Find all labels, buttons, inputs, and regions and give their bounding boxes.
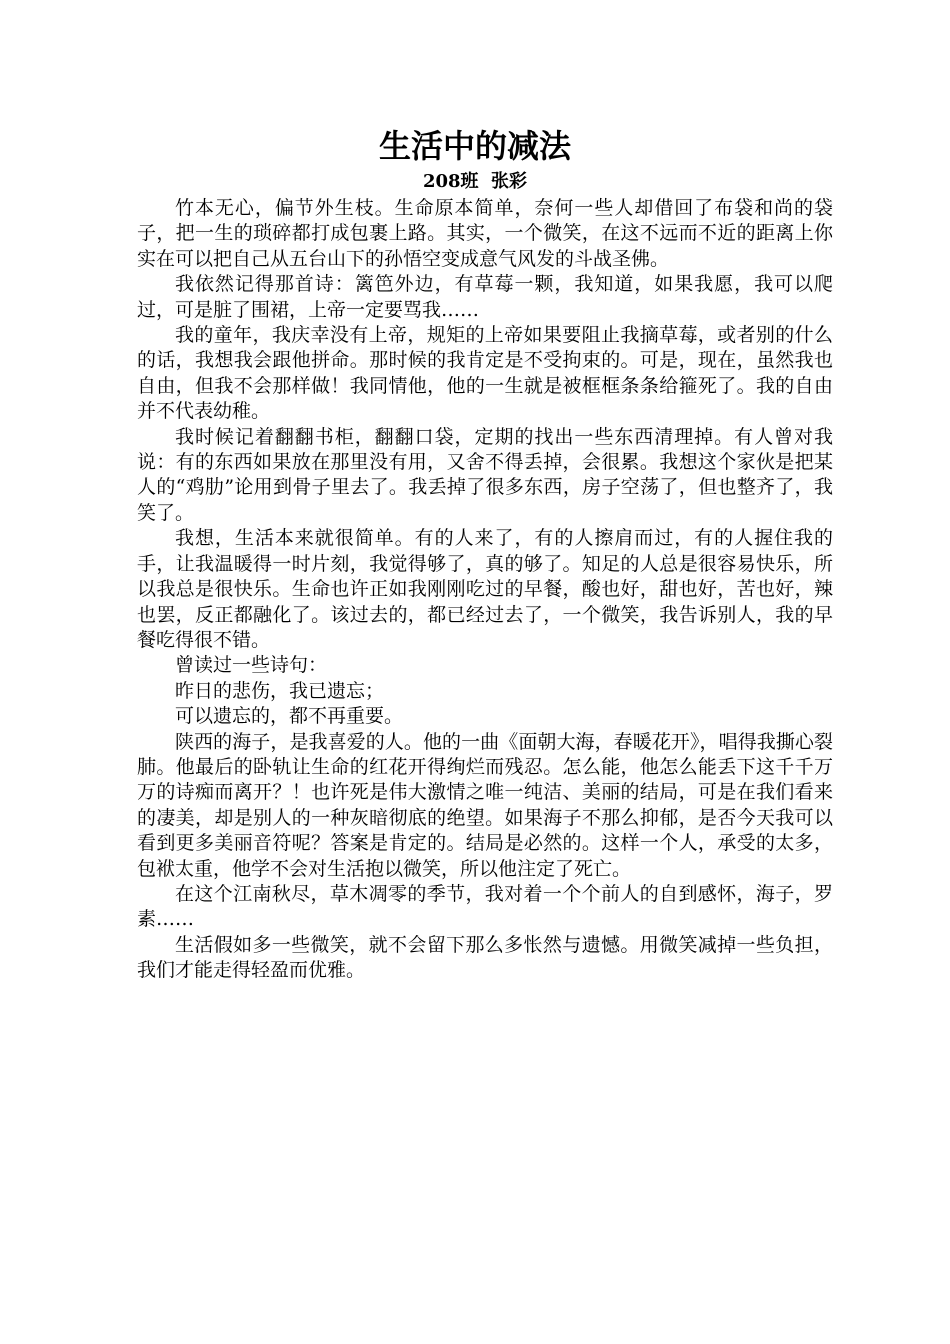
paragraph: 我的童年，我庆幸没有上帝，规矩的上帝如果要阻止我摘草莓，或者别的什么的话，我想我会跟他拼命。那时候的我肯定是不受拘束的。可是，现在，虽然我也自由，但我不会那样做！我同情他，他的一生就是被框框条条给箍死了。我的自由并不代表幼稚。 — [137, 324, 833, 423]
paragraph: 我依然记得那首诗：篱笆外边，有草莓一颗，我知道，如果我愿，我可以爬过，可是脏了围裙，上帝一定要骂我…… — [137, 273, 833, 321]
poem-line: 可以遗忘的，都不再重要。 — [175, 705, 404, 728]
paragraph: 我时候记着翻翻书柜，翻翻口袋，定期的找出一些东西清理掉。有人曾对我说：有的东西如果放在那里没有用，又舍不得丢掉，会很累。我想这个家伙是把某人的“鸡肋”论用到骨子里去了。我丢掉了很多东西，房子空荡了，但也整齐了，我笑了。 — [137, 425, 833, 524]
paragraph: 陕西的海子，是我喜爱的人。他的一曲《面朝大海，春暖花开》，唱得我撕心裂肺。他最后的卧轨让生命的红花开得绚烂而残忍。怎么能，他怎么能丢下这千千万万的诗痴而离开？！也许死是伟大激情之唯一纯洁、美丽的结局，可是在我们看来的凄美，却是别人的一种灰暗彻底的绝望。如果海子不那么抑郁，是否今天我可以看到更多美丽音符呢？答案是肯定的。结局是必然的。这样一个人，承受的太多，包袱太重，他学不会对生活抱以微笑，所以他注定了死亡。 — [137, 730, 833, 880]
poem-intro-line: 曾读过一些诗句： — [175, 654, 328, 677]
author-byline: 208班 张彩 — [422, 171, 528, 192]
paragraph: 在这个江南秋尽，草木凋零的季节，我对着一个个前人的自到感怀，海子，罗素…… — [137, 882, 833, 931]
paragraph: 竹本无心，偏节外生枝。生命原本简单，奈何一些人却借回了布袋和尚的袋子，把一生的琐碎都打成包裹上路。其实，一个微笑，在这不远而不近的距离上你实在可以把自己从五台山下的孙悟空变成意气风发的斗战圣佛。 — [137, 197, 833, 270]
paragraph: 生活假如多一些微笑，就不会留下那么多怅然与遗憾。用微笑减掉一些负担，我们才能走得轻盈而优雅。 — [137, 933, 833, 982]
essay-body — [137, 196, 833, 984]
essay-title: 生活中的减法 — [378, 127, 571, 165]
paragraph: 我想，生活本来就很简单。有的人来了，有的人擦肩而过，有的人握住我的手，让我温暖得一时片刻，我觉得够了，真的够了。知足的人总是很容易快乐，所以我总是很快乐。生命也许正如我刚刚吃过的早餐，酸也好，甜也好，苦也好，辣也罢，反正都融化了。该过去的，都已经过去了，一个微笑，我告诉别人，我的早餐吃得很不错。 — [137, 527, 833, 651]
poem-line: 昨日的悲伤，我已遗忘； — [175, 679, 385, 702]
